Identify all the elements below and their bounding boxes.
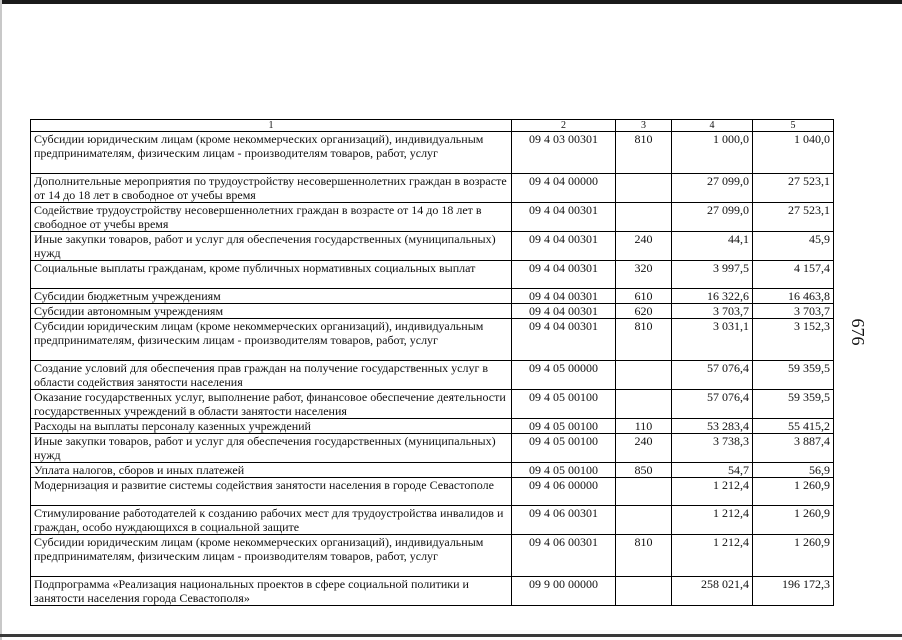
row-expense-type [616, 203, 672, 232]
row-value-year-2: 56,9 [753, 463, 834, 478]
row-value-year-1: 3 997,5 [672, 261, 753, 289]
row-value-year-2: 1 260,9 [753, 535, 834, 577]
row-value-year-1: 1 212,4 [672, 535, 753, 577]
row-expense-type: 810 [616, 535, 672, 577]
row-code: 09 4 04 00301 [512, 319, 616, 361]
row-expense-type: 110 [616, 419, 672, 434]
header-col-type: 3 [616, 120, 672, 132]
row-code: 09 4 03 00301 [512, 132, 616, 174]
row-code: 09 9 00 00000 [512, 577, 616, 606]
table-row [31, 174, 834, 203]
row-value-year-1: 1 000,0 [672, 132, 753, 174]
header-col-name: 1 [31, 120, 512, 132]
table-row [31, 132, 834, 174]
scan-top-edge [0, 0, 902, 4]
row-name: Субсидии юридическим лицам (кроме некоммерческих организаций), индивидуальным предпринимателям, физическим лицам - производителям товаров, работ, услуг [31, 132, 512, 174]
row-name: Модернизация и развитие системы содействия занятости населения в городе Севастополе [31, 478, 512, 506]
row-value-year-2: 196 172,3 [753, 577, 834, 606]
row-value-year-1: 53 283,4 [672, 419, 753, 434]
row-value-year-1: 54,7 [672, 463, 753, 478]
row-code: 09 4 06 00301 [512, 506, 616, 535]
row-value-year-2: 3 887,4 [753, 434, 834, 463]
row-name: Социальные выплаты гражданам, кроме публичных нормативных социальных выплат [31, 261, 512, 289]
table-row [31, 419, 834, 434]
row-name: Создание условий для обеспечения прав граждан на получение государственных услуг в области содействия занятости населения [31, 361, 512, 390]
row-code: 09 4 04 00301 [512, 232, 616, 261]
table-row [31, 478, 834, 506]
row-code: 09 4 04 00301 [512, 261, 616, 289]
table-row [31, 232, 834, 261]
row-code: 09 4 04 00301 [512, 304, 616, 319]
table-row [31, 319, 834, 361]
row-name: Уплата налогов, сборов и иных платежей [31, 463, 512, 478]
row-code: 09 4 05 00100 [512, 390, 616, 419]
row-expense-type: 610 [616, 289, 672, 304]
row-expense-type: 240 [616, 434, 672, 463]
row-expense-type [616, 577, 672, 606]
row-value-year-2: 1 040,0 [753, 132, 834, 174]
table-row [31, 261, 834, 289]
row-value-year-2: 4 157,4 [753, 261, 834, 289]
budget-table-body [31, 120, 834, 606]
row-code: 09 4 04 00301 [512, 203, 616, 232]
header-row [31, 120, 834, 132]
header-col-code: 2 [512, 120, 616, 132]
row-value-year-1: 57 076,4 [672, 390, 753, 419]
row-name: Субсидии бюджетным учреждениям [31, 289, 512, 304]
row-name: Субсидии юридическим лицам (кроме некоммерческих организаций), индивидуальным предпринимателям, физическим лицам - производителям товаров, работ, услуг [31, 319, 512, 361]
row-value-year-2: 1 260,9 [753, 506, 834, 535]
row-value-year-2: 27 523,1 [753, 174, 834, 203]
row-value-year-2: 55 415,2 [753, 419, 834, 434]
row-value-year-1: 3 031,1 [672, 319, 753, 361]
row-name: Расходы на выплаты персоналу казенных учреждений [31, 419, 512, 434]
row-value-year-1: 57 076,4 [672, 361, 753, 390]
row-value-year-1: 1 212,4 [672, 506, 753, 535]
row-value-year-2: 45,9 [753, 232, 834, 261]
table-row [31, 463, 834, 478]
row-name: Иные закупки товаров, работ и услуг для обеспечения государственных (муниципальных) нужд [31, 434, 512, 463]
row-value-year-1: 27 099,0 [672, 203, 753, 232]
row-value-year-1: 258 021,4 [672, 577, 753, 606]
table-row [31, 203, 834, 232]
row-code: 09 4 04 00000 [512, 174, 616, 203]
row-code: 09 4 05 00100 [512, 434, 616, 463]
page-number: 676 [848, 318, 868, 346]
row-value-year-2: 59 359,5 [753, 390, 834, 419]
row-value-year-2: 16 463,8 [753, 289, 834, 304]
table-row [31, 390, 834, 419]
row-value-year-1: 3 738,3 [672, 434, 753, 463]
table-row [31, 361, 834, 390]
row-value-year-1: 1 212,4 [672, 478, 753, 506]
row-value-year-2: 1 260,9 [753, 478, 834, 506]
row-value-year-2: 27 523,1 [753, 203, 834, 232]
table-row [31, 506, 834, 535]
row-value-year-1: 44,1 [672, 232, 753, 261]
row-value-year-1: 27 099,0 [672, 174, 753, 203]
row-expense-type [616, 390, 672, 419]
row-name: Субсидии юридическим лицам (кроме некоммерческих организаций), индивидуальным предпринимателям, физическим лицам - производителям товаров, работ, услуг [31, 535, 512, 577]
row-name: Оказание государственных услуг, выполнение работ, финансовое обеспечение деятельности государственных учреждений в области занятости населения [31, 390, 512, 419]
row-expense-type: 620 [616, 304, 672, 319]
row-expense-type [616, 174, 672, 203]
row-name: Иные закупки товаров, работ и услуг для обеспечения государственных (муниципальных) нужд [31, 232, 512, 261]
table-row [31, 289, 834, 304]
row-value-year-2: 59 359,5 [753, 361, 834, 390]
row-code: 09 4 05 00100 [512, 463, 616, 478]
row-code: 09 4 04 00301 [512, 289, 616, 304]
row-code: 09 4 05 00000 [512, 361, 616, 390]
row-expense-type: 810 [616, 319, 672, 361]
row-expense-type: 320 [616, 261, 672, 289]
table-row [31, 434, 834, 463]
header-col-year-2: 5 [753, 120, 834, 132]
row-value-year-2: 3 703,7 [753, 304, 834, 319]
row-name: Стимулирование работодателей к созданию рабочих мест для трудоустройства инвалидов и граждан, особо нуждающихся в социальной защите [31, 506, 512, 535]
row-value-year-1: 16 322,6 [672, 289, 753, 304]
row-name: Субсидии автономным учреждениям [31, 304, 512, 319]
row-name: Подпрограмма «Реализация национальных проектов в сфере социальной политики и занятости населения города Севастополя» [31, 577, 512, 606]
row-value-year-1: 3 703,7 [672, 304, 753, 319]
row-expense-type: 240 [616, 232, 672, 261]
header-col-year-1: 4 [672, 120, 753, 132]
row-code: 09 4 05 00100 [512, 419, 616, 434]
row-expense-type [616, 506, 672, 535]
row-name: Дополнительные мероприятия по трудоустройству несовершеннолетних граждан в возрасте от 14 до 18 лет в свободное от учебы время [31, 174, 512, 203]
row-code: 09 4 06 00000 [512, 478, 616, 506]
scan-left-edge [0, 0, 2, 640]
row-code: 09 4 06 00301 [512, 535, 616, 577]
table-row [31, 304, 834, 319]
row-expense-type [616, 361, 672, 390]
row-expense-type [616, 478, 672, 506]
scan-bottom-edge [0, 634, 902, 637]
table-row [31, 577, 834, 606]
row-expense-type: 850 [616, 463, 672, 478]
table-row [31, 535, 834, 577]
budget-table [30, 119, 834, 606]
row-expense-type: 810 [616, 132, 672, 174]
row-name: Содействие трудоустройству несовершеннолетних граждан в возрасте от 14 до 18 лет в свободное от учебы время [31, 203, 512, 232]
row-value-year-2: 3 152,3 [753, 319, 834, 361]
